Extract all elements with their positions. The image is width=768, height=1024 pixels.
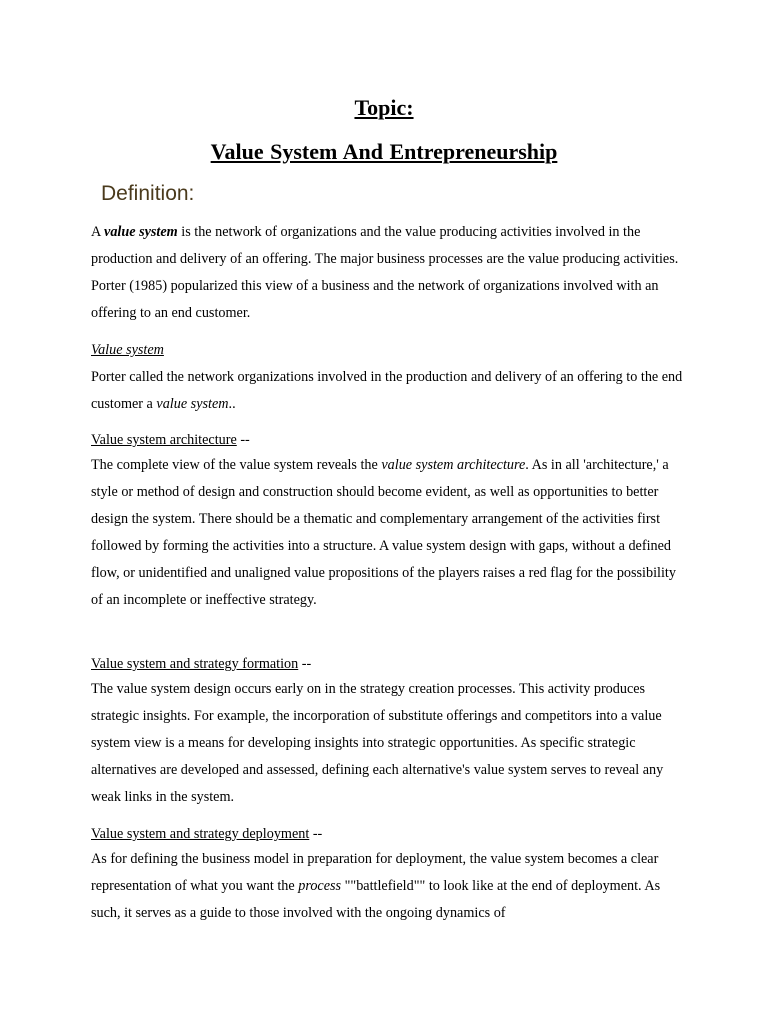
- deployment-term: process: [298, 878, 342, 894]
- deployment-heading-text: Value system and strategy deployment: [91, 826, 310, 842]
- deployment-text: As for defining the business model in preparation for deployment, the value system becomes a clear representation of what you want the: [91, 851, 659, 894]
- architecture-heading-suffix: --: [236, 432, 250, 448]
- architecture-term: value system architecture: [381, 457, 526, 473]
- intro-term: value system: [104, 224, 178, 240]
- architecture-text-end: . As in all 'architecture,' a style or method of design and construction should become evident, as well as opportunities to better design the system. There should be a thematic and complementary arrangement of the activities first followed by forming the activities into a structure. A value system design with gaps, without a defined flow, or unidentified and unaligned value propositions of the players raises a red flag for the possibility of an incomplete or ineffective strategy.: [91, 457, 676, 608]
- intro-text: is the network of organizations and the value producing activities involved in the production and delivery of an offering. The major business processes are the value producing activities. Porter (1985) popularized this view of a business and the network of organizations involved with an offering to an end customer.: [91, 224, 679, 321]
- value-system-heading-text: Value system: [91, 342, 164, 358]
- value-system-heading: [91, 340, 691, 360]
- value-system-text: Porter called the network organizations involved in the production and delivery of an offering to the end customer a: [91, 369, 683, 412]
- value-system-term: value system: [156, 396, 229, 412]
- deployment-text-end: ""battlefield"" to look like at the end of deployment. As such, it serves as a guide to those involved with the ongoing dynamics of: [91, 878, 661, 921]
- formation-heading: [91, 654, 691, 674]
- architecture-paragraph: [91, 452, 691, 614]
- document-title: Value System And Entrepreneurship: [210, 139, 558, 164]
- deployment-paragraph: [91, 846, 691, 927]
- deployment-heading: [91, 824, 691, 844]
- topic-label: Topic:: [354, 95, 414, 120]
- value-system-paragraph: [91, 364, 691, 418]
- formation-text: The value system design occurs early on in the strategy creation processes. This activity produces strategic insights. For example, the incorporation of substitute offerings and competitors into a value system view is a means for developing insights into strategic opportunities. As specific strategic alternatives are developed and assessed, defining each alternative's value system serves to reveal any weak links in the system.: [91, 681, 664, 805]
- architecture-heading: [91, 430, 691, 450]
- deployment-heading-suffix: --: [309, 826, 323, 842]
- intro-article: A: [91, 224, 105, 240]
- architecture-text: The complete view of the value system reveals the: [91, 457, 382, 473]
- formation-paragraph: [91, 676, 691, 811]
- formation-heading-text: Value system and strategy formation: [91, 656, 299, 672]
- value-system-text-end: ..: [228, 396, 236, 412]
- definition-heading: Definition:: [101, 182, 195, 205]
- intro-paragraph: [91, 219, 691, 327]
- formation-heading-suffix: --: [298, 656, 312, 672]
- architecture-heading-text: Value system architecture: [91, 432, 237, 448]
